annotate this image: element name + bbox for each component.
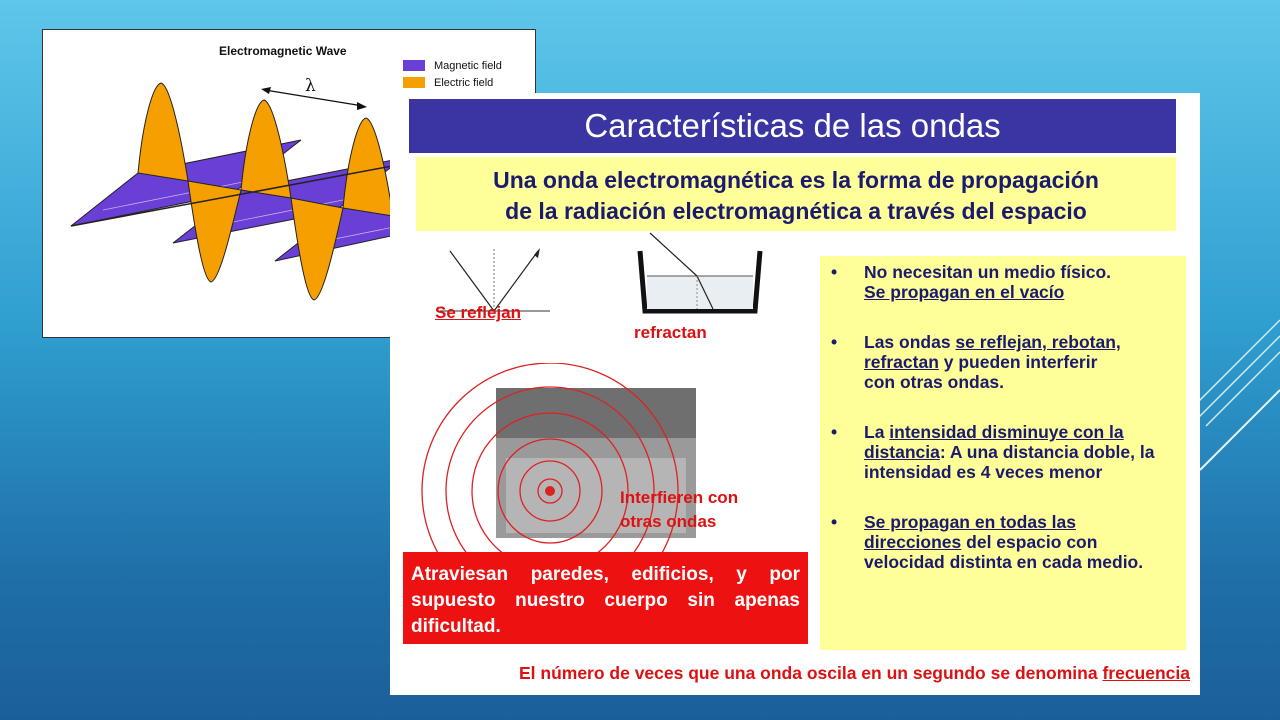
bullet-dot: •: [831, 422, 838, 442]
label-interfere: [620, 486, 738, 534]
decorative-lines: [1190, 300, 1280, 480]
legend-label: Magnetic field: [434, 59, 502, 72]
legend-item-electric: [403, 74, 502, 91]
bullet-item: [826, 512, 1176, 572]
bullet-text-underlined: se reflejan, rebotan,: [955, 332, 1121, 352]
bullet-dot: •: [831, 512, 838, 532]
bullet-text: con otras ondas.: [864, 372, 1005, 392]
footer-text: El número de veces que una onda oscila en un segundo se denomina: [518, 663, 1103, 683]
label-reflect: Se reflejan: [435, 303, 521, 322]
bullet-text-underlined: distancia: [864, 442, 940, 462]
footer-text-underlined: frecuencia: [1102, 663, 1190, 683]
label-interfere-line: Interfieren con: [620, 488, 739, 507]
legend-swatch-electric: [403, 77, 425, 88]
bullet-item: [826, 422, 1176, 482]
legend-swatch-magnetic: [403, 60, 425, 71]
definition-box: [416, 157, 1176, 231]
definition-line: Una onda electromagnética es la forma de propagación: [493, 167, 1099, 193]
waves-slide: [390, 93, 1200, 695]
legend: [403, 57, 502, 91]
bullet-text-underlined: intensidad disminuye con la: [889, 422, 1124, 442]
bullet-text: : A una distancia doble, la intensidad es 4 veces menor: [864, 442, 1155, 482]
wavelength-symbol: λ: [305, 76, 316, 96]
bullet-text: La: [864, 422, 890, 442]
figure-title: Electromagnetic Wave: [219, 44, 347, 58]
refraction-diagram: [635, 231, 765, 331]
bullet-text: Las ondas: [864, 332, 956, 352]
bullet-dot: •: [831, 332, 838, 352]
bullet-text-underlined: refractan: [864, 352, 939, 372]
bullet-text-underlined: Se propagan en el vacío: [864, 282, 1065, 302]
definition-line: de la radiación electromagnética a través del espacio: [505, 198, 1087, 224]
bullet-item: [826, 262, 1176, 302]
bullet-text: y pueden interferir: [938, 352, 1098, 372]
legend-item-magnetic: [403, 57, 502, 74]
penetration-note: Atraviesan paredes, edificios, y por supuesto nuestro cuerpo sin apenas dificultad.: [403, 552, 808, 644]
legend-label: Electric field: [434, 76, 494, 89]
bullet-item: [826, 332, 1176, 392]
slide-title: Características de las ondas: [409, 99, 1176, 153]
bullet-list: [820, 256, 1186, 650]
label-interfere-line: otras ondas: [620, 512, 717, 531]
bullet-text: No necesitan un medio físico.: [864, 262, 1111, 282]
frequency-definition: [390, 663, 1190, 684]
bullet-text-underlined: Se propagan en todas las direcciones: [864, 512, 1076, 552]
bullet-text: del espacio con velocidad distinta en cada medio.: [864, 532, 1144, 572]
label-refract: refractan: [634, 323, 707, 342]
bullet-dot: •: [831, 262, 838, 282]
